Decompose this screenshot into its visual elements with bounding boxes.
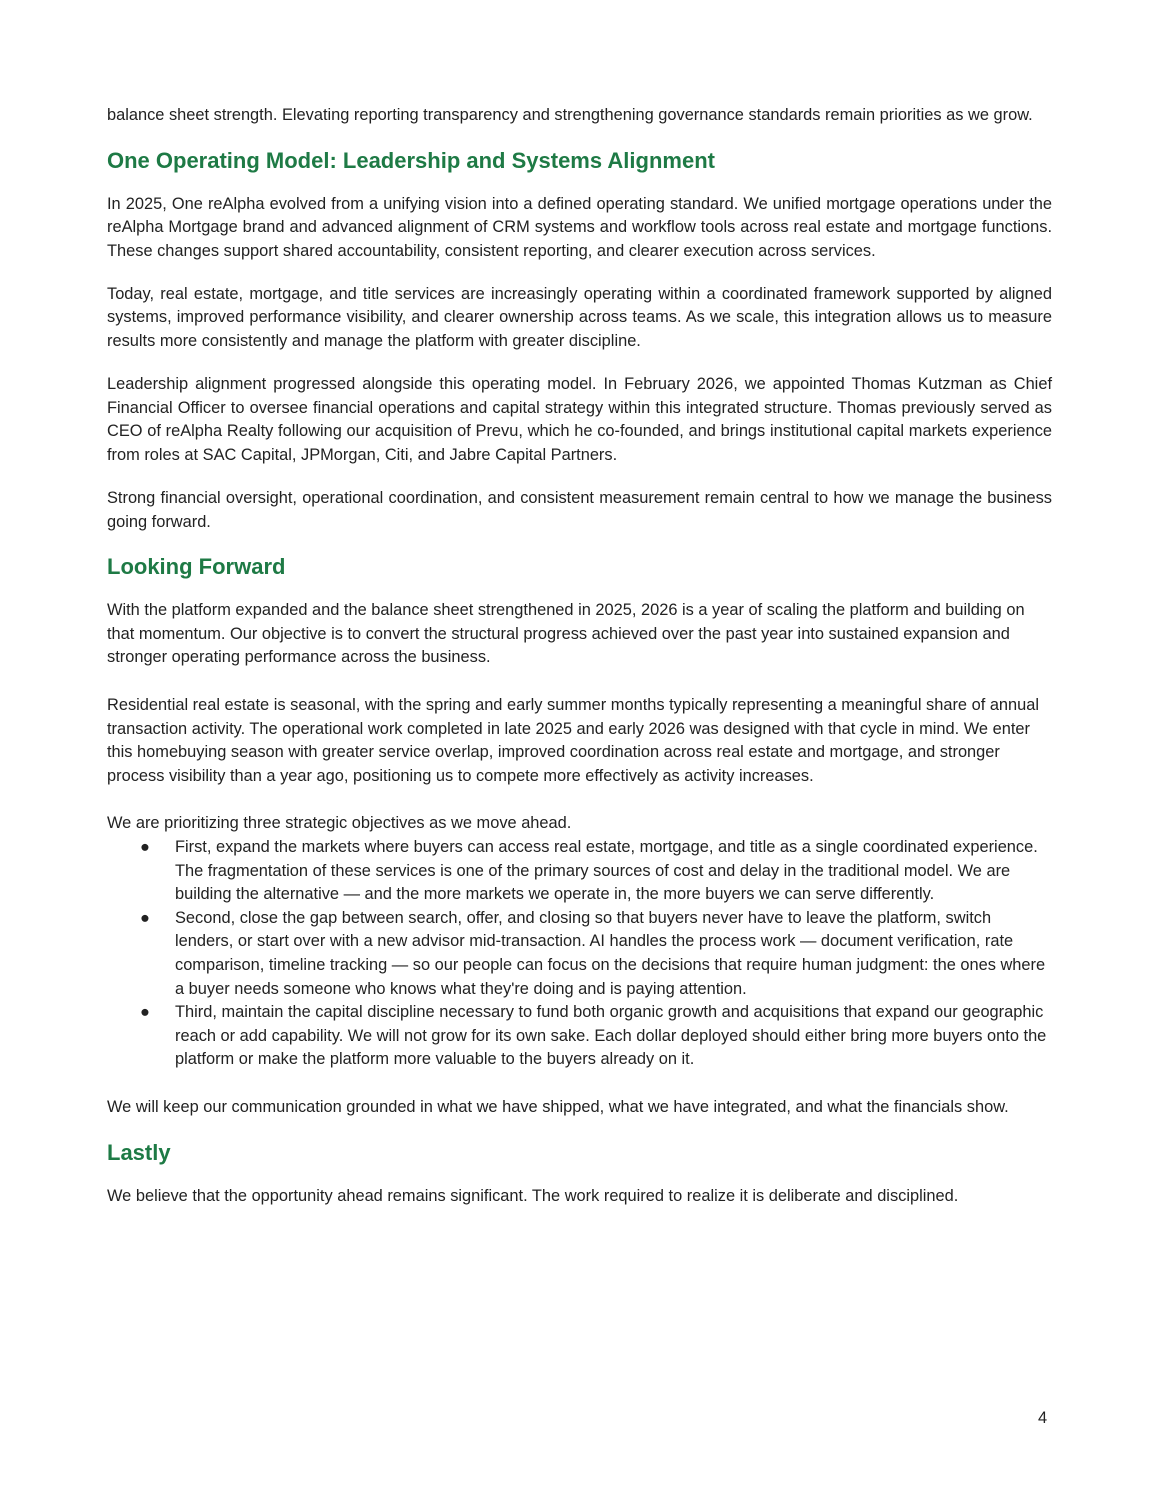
- intro-continuation: balance sheet strength. Elevating reporting transparency and strengthening governance standards remain priorities as we grow.: [107, 106, 1033, 124]
- list-item: [107, 907, 1052, 1001]
- section-heading-looking-forward: Looking Forward: [107, 554, 286, 580]
- document-page: [107, 104, 1052, 1208]
- page-number: 4: [1038, 1409, 1048, 1427]
- section-heading-lastly: Lastly: [107, 1139, 171, 1165]
- paragraph: We are prioritizing three strategic objectives as we move ahead.: [107, 814, 572, 833]
- paragraph: Residential real estate is seasonal, with the spring and early summer months typically representing a meaningful share of annual transaction activity. The operational work completed in late 2025 and early 2026 was designed with that cycle in mind. We enter this homebuying season with greater service overlap, improved coordination across real estate and mortgage, and stronger process visibility than a year ago, positioning us to compete more effectively as activity increases.: [107, 696, 1040, 785]
- strategic-objectives-list: [107, 836, 1052, 1072]
- paragraph: Leadership alignment progressed alongside this operating model. In February 2026, we appointed Thomas Kutzman as Chief Financial Officer to oversee financial operations and capital strategy within this integrated structure. Thomas previously served as CEO of reAlpha Realty following our acquisition of Prevu, which he co-founded, and brings institutional capital markets experience from roles at SAC Capital, JPMorgan, Citi, and Jabre Capital Partners.: [107, 375, 1052, 464]
- list-item: [107, 836, 1052, 907]
- paragraph: In 2025, One reAlpha evolved from a unifying vision into a defined operating standard. We unified mortgage operations under the reAlpha Mortgage brand and advanced alignment of CRM systems and workflow tools across real estate and mortgage functions. These changes support shared accountability, consistent reporting, and clearer execution across services.: [107, 194, 1052, 260]
- bullet-icon: ●: [140, 1003, 150, 1022]
- bullet-icon: ●: [140, 908, 150, 927]
- paragraph: We believe that the opportunity ahead remains significant. The work required to realize it is deliberate and disciplined.: [107, 1186, 959, 1205]
- section-heading-operating-model: One Operating Model: Leadership and Systems Alignment: [107, 147, 715, 173]
- list-item-text: Second, close the gap between search, offer, and closing so that buyers never have to leave the platform, switch lenders, or start over with a new advisor mid-transaction. AI handles the process work — document verification, rate comparison, timeline tracking — so our people can focus on the decisions that require human judgment: the ones where a buyer needs someone who knows what they're doing and is paying attention.: [175, 908, 1046, 998]
- list-item: [107, 1001, 1052, 1072]
- paragraph: We will keep our communication grounded in what we have shipped, what we have integrated, and what the financials show.: [107, 1097, 1009, 1116]
- paragraph: Strong financial oversight, operational coordination, and consistent measurement remain central to how we manage the business going forward.: [107, 489, 1052, 531]
- paragraph: With the platform expanded and the balance sheet strengthened in 2025, 2026 is a year of scaling the platform and building on that momentum. Our objective is to convert the structural progress achieved over the past year into sustained expansion and stronger operating performance across the business.: [107, 601, 1025, 667]
- list-item-text: First, expand the markets where buyers can access real estate, mortgage, and title as a single coordinated experience. The fragmentation of these services is one of the primary sources of cost and delay in the traditional model. We are building the alternative — and the more markets we operate in, the more buyers we can serve differently.: [175, 837, 1038, 904]
- bullet-icon: ●: [140, 837, 150, 856]
- list-item-text: Third, maintain the capital discipline necessary to fund both organic growth and acquisitions that expand our geographic reach or add capability. We will not grow for its own sake. Each dollar deployed should either bring more buyers onto the platform or make the platform more valuable to the buyers already on it.: [175, 1003, 1047, 1069]
- paragraph: Today, real estate, mortgage, and title services are increasingly operating within a coordinated framework supported by aligned systems, improved performance visibility, and clearer ownership across teams. As we scale, this integration allows us to measure results more consistently and manage the platform with greater discipline.: [107, 284, 1052, 351]
